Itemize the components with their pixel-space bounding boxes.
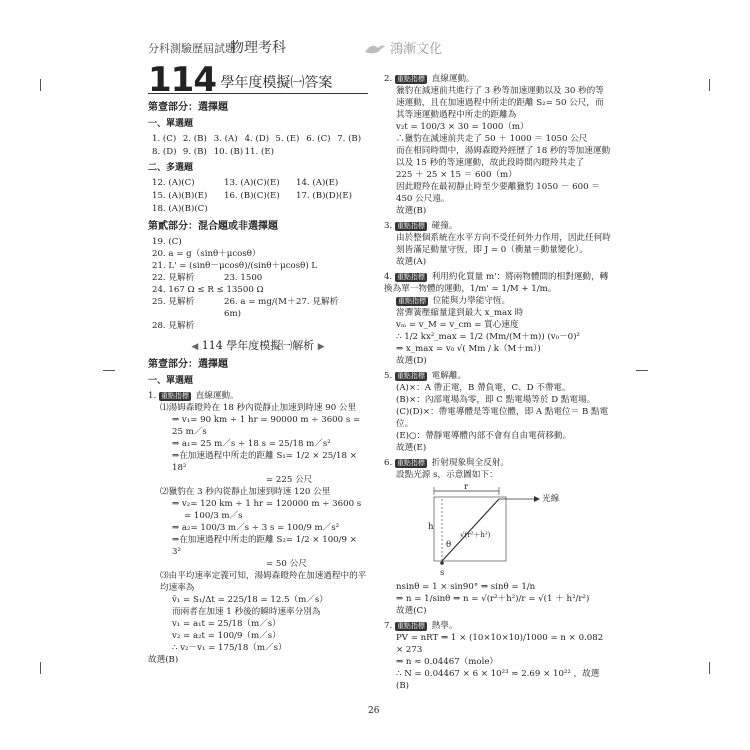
solution-q3 bbox=[384, 220, 612, 268]
solution-line: 因此瞪羚在最初靜止時至少要離獵豹 1050 － 600 ＝ 450 公尺遠。 bbox=[396, 182, 600, 204]
header-series: 分科測驗歷屆試題 bbox=[148, 42, 236, 55]
crop-mark bbox=[709, 662, 710, 674]
question-topic: 折射現象與全反射。 bbox=[431, 458, 510, 468]
label-s: s bbox=[440, 568, 445, 578]
answer-item: 22. 見解析 bbox=[152, 273, 195, 283]
question-topic: 直線運動。 bbox=[431, 74, 475, 84]
solution-q7 bbox=[384, 620, 612, 692]
solution-line: ⑵獵豹在 3 秒內從靜止加速到時速 120 公里 bbox=[160, 487, 331, 497]
page-number: 26 bbox=[368, 706, 380, 716]
multi-choice-heading: 二、多選題 bbox=[148, 163, 194, 173]
solution-line: v₂ = a₂t = 100/9（m／s） bbox=[172, 631, 281, 641]
answer-item: 11. (E) bbox=[244, 147, 274, 157]
solution-q1 bbox=[148, 390, 368, 666]
label-hyp: √(r²＋h²) bbox=[460, 531, 491, 539]
answer-row bbox=[152, 272, 368, 284]
answer-item: 17. (B)(D)(E) bbox=[296, 191, 352, 201]
crop-mark bbox=[40, 79, 41, 91]
solution-line: 而在相同時間中，湯姆森瞪羚經歷了 18 秒的等加速運動以及 15 秒的等速運動，故此段時間內瞪羚共走了 bbox=[396, 146, 611, 168]
answer-item: 21. L' = (sinθ－μcosθ)/(sinθ＋μcosθ) L bbox=[152, 261, 318, 271]
question-topic: 電解離。 bbox=[431, 371, 467, 381]
solution-line: nsinθ = 1 × sin90° ⇒ sinθ = 1/n bbox=[396, 582, 536, 592]
question-number: 4. bbox=[384, 272, 393, 282]
refraction-svg bbox=[404, 481, 604, 581]
solution-line: 故選(E) bbox=[396, 443, 427, 453]
solution-line: v₁ = a₁t = 25/18（m／s） bbox=[172, 619, 281, 629]
question-topic: 直線運動。 bbox=[195, 391, 239, 401]
answer-item: 1. (C) bbox=[152, 134, 177, 144]
answer-item: 27. 見解析 bbox=[296, 297, 339, 307]
key-point-tag: 重點指標 bbox=[160, 392, 189, 400]
solution-line: 獵豹在減速前共進行了 3 秒等加速運動以及 30 秒的等速運動，且在加速過程中所走的距離 S₂= 50 公尺，而其等速運動過程中所走的距離為 bbox=[396, 86, 604, 120]
solution-line: ⇒ n ≈ 0.04467（mole） bbox=[396, 657, 499, 667]
multi-answers bbox=[152, 177, 368, 215]
triangle-right-icon: ▶ bbox=[317, 342, 325, 352]
solution-line: v̄₁ = S₁/Δt = 225/18 = 12.5（m／s） bbox=[172, 595, 328, 605]
answer-item: 4. (D) bbox=[244, 134, 270, 144]
solution-line: 故選(C) bbox=[396, 606, 427, 616]
solution-line: PV = nRT ⇒ 1 × (10×10×10)/1000 = n × 0.082 × 273 bbox=[396, 633, 604, 655]
solution-line: ⇒ v₁= 90 km ÷ 1 hr = 90000 m ÷ 3600 s = 25 m／s bbox=[172, 415, 361, 437]
solution-line: ∴ v₂－v₁ = 175/18（m／s） bbox=[172, 643, 287, 653]
analysis-single-heading: 一、單選題 bbox=[148, 376, 194, 386]
answer-item: 10. (B) bbox=[213, 147, 244, 157]
answer-item: 25. 見解析 bbox=[152, 297, 195, 307]
page-header bbox=[148, 37, 608, 57]
solution-line: 故選(D) bbox=[396, 356, 427, 366]
solution-line: 故選(B) bbox=[148, 655, 179, 665]
key-point-tag: 重點指標 bbox=[396, 273, 425, 281]
answer-item: 9. (B) bbox=[182, 147, 207, 157]
solution-line: 故選(B) bbox=[396, 206, 427, 216]
solution-line: ⑶由平均速率定義可知，湯姆森瞪羚在加速過程中的平均速率為 bbox=[160, 571, 367, 593]
right-column bbox=[384, 70, 612, 692]
solution-line: ⇒ a₁= 25 m／s ÷ 18 s = 25/18 m／s² bbox=[172, 439, 331, 449]
answer-item: 23. 1500 bbox=[224, 273, 263, 283]
answer-item: 14. (A)(E) bbox=[296, 178, 339, 188]
solution-line: ⇒在加速過程中所走的距離 S₂= 1/2 × 100/9 × 3² bbox=[172, 535, 357, 557]
page-title bbox=[148, 60, 368, 100]
answer-item: 18. (A)(B)(C) bbox=[152, 204, 208, 214]
question-number: 2. bbox=[384, 74, 393, 84]
solution-line: = 225 公尺 bbox=[266, 475, 313, 485]
solution-line: = 100/3 m／s bbox=[184, 511, 243, 521]
answer-item: 20. a = g（sinθ＋μcosθ） bbox=[152, 249, 261, 259]
single-answers bbox=[152, 133, 368, 158]
solution-line: 故選(A) bbox=[396, 257, 427, 267]
answer-item: 16. (B)(C)(E) bbox=[224, 191, 280, 201]
crop-mark bbox=[636, 370, 648, 371]
solution-line: (A)×：A 帶正電，B 帶負電，C、D 不帶電。 bbox=[396, 383, 571, 393]
question-topic: 碰撞。 bbox=[431, 221, 458, 231]
analysis-title: 114 學年度模擬㈠解析 bbox=[201, 339, 315, 352]
crop-mark bbox=[40, 662, 41, 674]
answer-item: 6. (C) bbox=[306, 134, 331, 144]
solution-line: ∴獵豹在減速前共走了 50 ＋ 1000 ＝ 1050 公尺 bbox=[396, 134, 588, 144]
part2-heading: 第貳部分：混合題或非選擇題 bbox=[148, 221, 278, 232]
solution-q4 bbox=[384, 271, 612, 367]
solution-line: ⇒ a₂= 100/3 m／s ÷ 3 s = 100/9 m／s² bbox=[172, 523, 340, 533]
solution-line: (E)○：帶靜電導體內部不會有自由電荷移動。 bbox=[396, 431, 572, 441]
question-number: 6. bbox=[384, 458, 393, 468]
solution-line: 設點光源 s，示意圖如下： bbox=[396, 470, 498, 480]
answer-item: 2. (B) bbox=[182, 134, 207, 144]
solution-line: 當彈簧壓縮量達到最大 x_max 時 bbox=[396, 308, 524, 318]
solution-line: ⇒ x_max = v₀ √( Mm / k（M＋m）) bbox=[396, 344, 541, 354]
solution-q6 bbox=[384, 457, 612, 617]
triangle-left-icon: ◀ bbox=[191, 342, 199, 352]
solution-line: ⇒在加速過程中所走的距離 S₁= 1/2 × 25/18 × 18² bbox=[172, 451, 357, 473]
solution-line bbox=[384, 295, 612, 307]
analysis-banner bbox=[148, 340, 368, 353]
analysis-part-heading: 第壹部分：選擇題 bbox=[148, 359, 228, 370]
crop-mark bbox=[709, 79, 710, 91]
answer-item: 24. 167 Ω ≤ R ≤ 13500 Ω bbox=[152, 285, 264, 295]
answer-item: 7. (B) bbox=[337, 134, 362, 144]
answer-item: 5. (E) bbox=[275, 134, 300, 144]
answer-item: 19. (C) bbox=[152, 237, 182, 247]
key-point-tag: 重點指標 bbox=[396, 372, 425, 380]
solution-line: (C)(D)×：帶電導體是等電位體，即 A 點電位＝ B 點電位。 bbox=[396, 407, 609, 429]
solution-line: ∴ N = 0.04467 × 6 × 10²³ ≈ 2.69 × 10²² ，故選(B) bbox=[396, 669, 600, 691]
answer-item: 12. (A)(C) bbox=[152, 178, 195, 188]
key-point-tag: 重點指標 bbox=[396, 222, 425, 230]
title-text: 學年度模擬㈠答案 bbox=[220, 75, 333, 91]
label-h: h bbox=[428, 522, 434, 532]
question-number: 7. bbox=[384, 621, 393, 631]
solution-line: ⇒ v₂= 120 km ÷ 1 hr = 120000 m ÷ 3600 s bbox=[172, 499, 362, 509]
answer-item: 28. 見解析 bbox=[152, 321, 195, 331]
solution-line: v₂t = 100/3 × 30 = 1000（m） bbox=[396, 122, 529, 132]
question-topic: 熱學。 bbox=[431, 621, 458, 631]
answer-item: 13. (A)(C)(E) bbox=[224, 178, 280, 188]
label-r: r bbox=[464, 482, 469, 492]
crop-mark bbox=[103, 370, 115, 371]
question-number: 5. bbox=[384, 371, 393, 381]
answer-item: 15. (A)(B)(E) bbox=[152, 191, 208, 201]
solution-line: 225 ＋ 25 × 15 ＝ 600（m） bbox=[396, 170, 517, 180]
left-column bbox=[148, 60, 368, 666]
single-choice-heading: 一、單選題 bbox=[148, 119, 194, 129]
publisher-logo bbox=[364, 38, 534, 56]
solution-line: = 50 公尺 bbox=[266, 559, 307, 569]
key-point-tag: 重點指標 bbox=[398, 297, 426, 305]
logo-text: 鴻漸文化 bbox=[390, 42, 443, 57]
solution-text: 位能與力學能守恆。 bbox=[432, 296, 511, 306]
key-point-tag: 重點指標 bbox=[396, 459, 425, 467]
solution-line: ⑴湯姆森瞪羚在 18 秒內從靜止加速到時速 90 公里 bbox=[160, 403, 357, 413]
solution-line: vₘ = v_M = v_cm = 質心速度 bbox=[396, 320, 519, 330]
answer-item: 8. (D) bbox=[152, 147, 177, 157]
solution-q5 bbox=[384, 370, 612, 454]
question-number: 1. bbox=[148, 391, 157, 401]
bird-logo-icon bbox=[364, 40, 386, 56]
solution-line: 而兩者在加速 1 秒後的瞬時速率分別為 bbox=[172, 607, 321, 617]
solution-line: (B)×：內部電場為零，即 C 點電場等於 D 點電場。 bbox=[396, 395, 596, 405]
part1-heading: 第壹部分：選擇題 bbox=[148, 102, 228, 113]
key-point-tag: 重點指標 bbox=[396, 622, 425, 630]
solution-q2 bbox=[384, 73, 612, 217]
answer-item: 3. (A) bbox=[213, 134, 238, 144]
question-topic: 利用約化質量 m'：將兩物體間的相對運動，轉換為單一物體的運動，1/m' = 1/M + 1/m。 bbox=[384, 272, 609, 294]
title-year: 114 bbox=[148, 60, 216, 100]
header-subject: 物理考科 bbox=[230, 40, 286, 56]
refraction-diagram bbox=[384, 481, 612, 581]
solution-line: 由於整個系統在水平方向不受任何外力作用，因此任何時刻皆滿足動量守恆，即 J = 0（衝量＝動量變化）。 bbox=[396, 233, 611, 255]
solution-line: ⇒ n = 1/sinθ ⇒ n = √(r²＋h²)/r = √(1 ＋ h²/r²) bbox=[396, 594, 590, 604]
answer-item: 26. a = mg/(M＋6m) bbox=[224, 297, 296, 319]
solution-line: ∴ 1/2 kx²_max = 1/2 (Mm/(M＋m)) (v₀－0)² bbox=[396, 332, 580, 342]
label-theta: θ bbox=[446, 540, 452, 550]
key-point-tag: 重點指標 bbox=[396, 75, 425, 83]
answer-row bbox=[152, 296, 368, 320]
label-ray: 光線 bbox=[542, 494, 560, 504]
question-number: 3. bbox=[384, 221, 393, 231]
